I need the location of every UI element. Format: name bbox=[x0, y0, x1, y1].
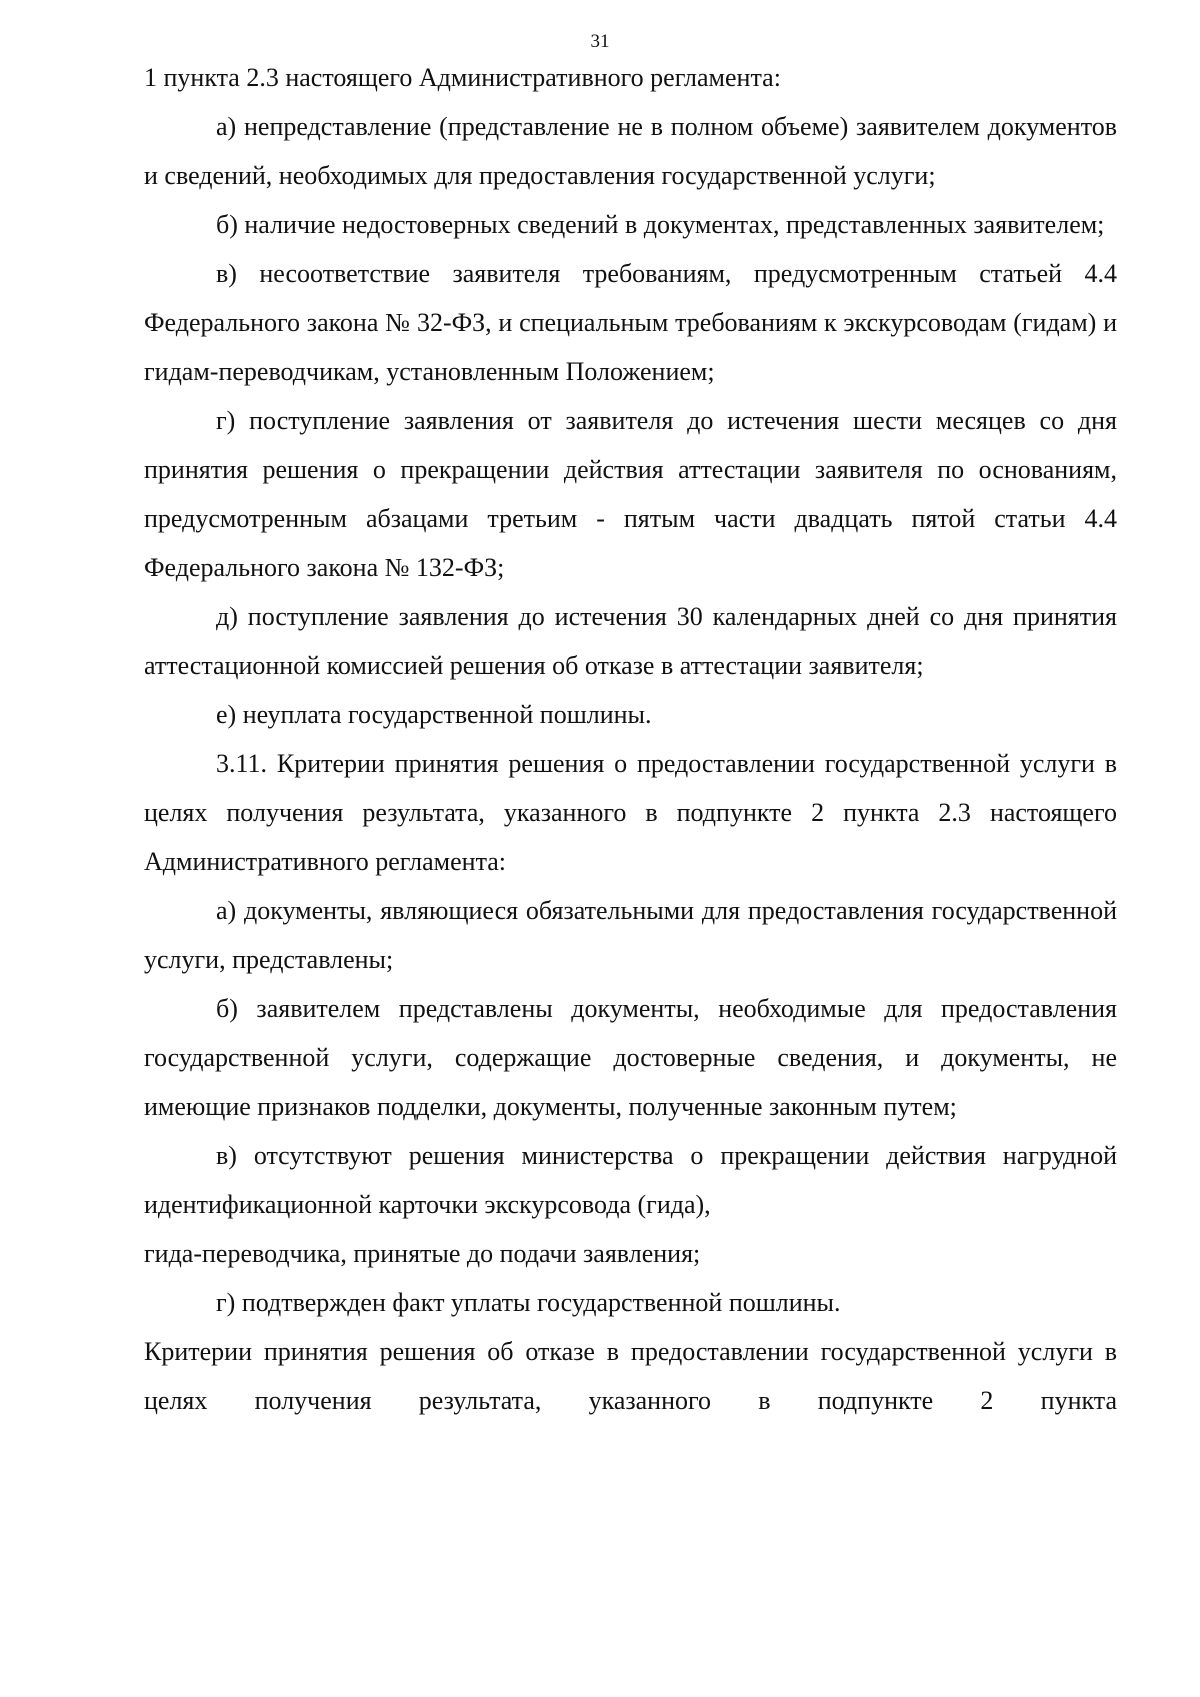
paragraph-section-3-11: 3.11. Критерии принятия решения о предоставлении государственной услуги в целях получения результата, указанного в подпункте 2 пункта 2.3 настоящего Административного регламента: bbox=[144, 749, 1117, 876]
paragraph-criterion-b: б) заявителем представлены документы, необходимые для предоставления государственной услуги, содержащие достоверные сведения, и документы, не имеющие признаков подделки, документы, полученные законным путем; bbox=[144, 994, 1117, 1121]
paragraph-item-v: в) несоответствие заявителя требованиям, предусмотренным статьей 4.4 Федерального закона № 32-ФЗ, и специальным требованиям к экскурсоводам (гидам) и гидам-переводчикам, установленным Положением; bbox=[144, 259, 1117, 386]
paragraph-item-b: б) наличие недостоверных сведений в документах, представленных заявителем; bbox=[216, 210, 1105, 239]
page-number: 31 bbox=[590, 31, 610, 52]
paragraph-item-e: е) неуплата государственной пошлины. bbox=[216, 700, 652, 729]
paragraph-criterion-v-continuation: гида-переводчика, принятые до подачи заявления; bbox=[144, 1239, 701, 1268]
document-body bbox=[144, 53, 1117, 1425]
paragraph-criterion-v: в) отсутствуют решения министерства о прекращении действия нагрудной идентификационной карточки экскурсовода (гида), bbox=[144, 1141, 1117, 1219]
paragraph-item-a: а) непредставление (представление не в полном объеме) заявителем документов и сведений, необходимых для предоставления государственной услуги; bbox=[144, 112, 1117, 190]
paragraph-item-d: д) поступление заявления до истечения 30 календарных дней со дня принятия аттестационной комиссией решения об отказе в аттестации заявителя; bbox=[144, 602, 1117, 680]
paragraph-refusal-criteria: Критерии принятия решения об отказе в предоставлении государственной услуги в целях получения результата, указанного в подпункте 2 пункта bbox=[144, 1337, 1117, 1415]
paragraph-item-g: г) поступление заявления от заявителя до истечения шести месяцев со дня принятия решения о прекращении действия аттестации заявителя по основаниям, предусмотренным абзацами третьим - пятым части двадцать пятой статьи 4.4 Федерального закона № 132-ФЗ; bbox=[144, 406, 1117, 582]
paragraph-criterion-a: а) документы, являющиеся обязательными для предоставления государственной услуги, представлены; bbox=[144, 896, 1117, 974]
paragraph-continuation: 1 пункта 2.3 настоящего Административного регламента: bbox=[144, 63, 781, 92]
paragraph-criterion-g: г) подтвержден факт уплаты государственной пошлины. bbox=[216, 1288, 841, 1317]
